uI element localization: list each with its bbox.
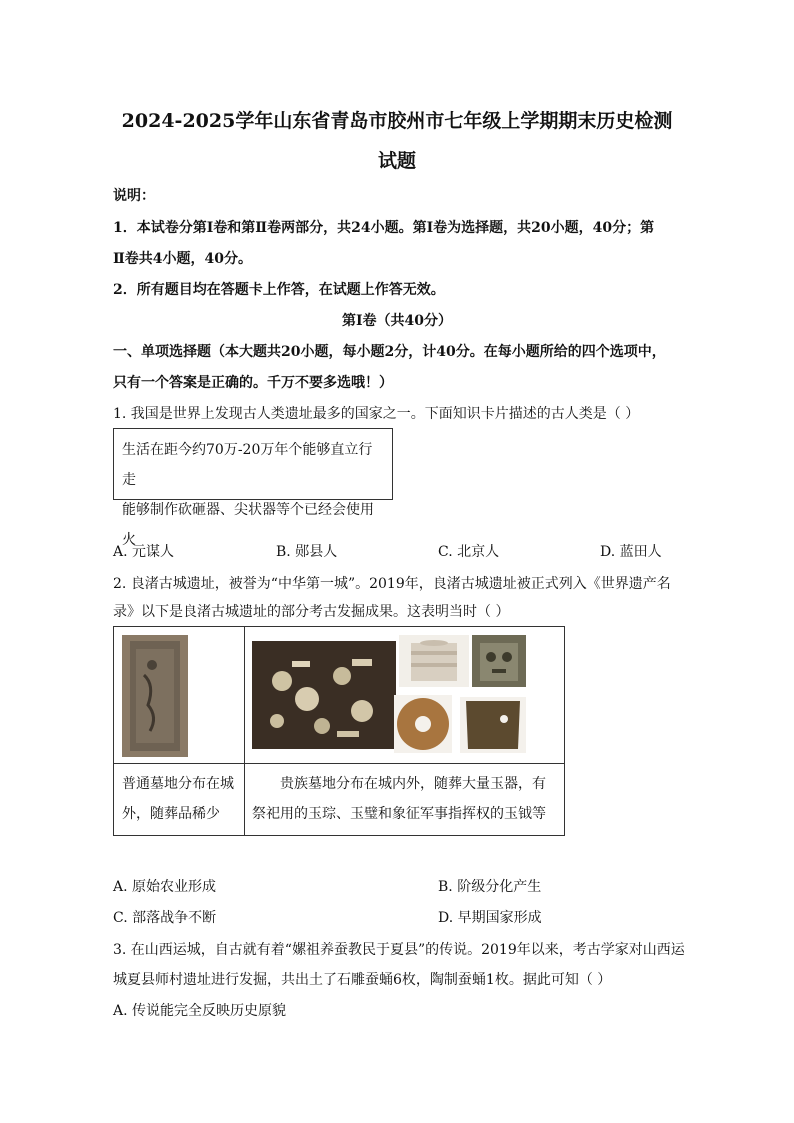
q3-option-a[interactable]: A. 传说能完全反映历史原貌 [113,1003,287,1019]
q2-right-cell [252,769,558,829]
exam-title-line2: 试题 [377,150,416,172]
notes-heading: 说明： [113,188,155,204]
jade-artifacts-pile-image [252,641,396,749]
q3-stem-line2: 城夏县师村遗址进行发掘，共出土了石雕蚕蛹6枚，陶制蚕蛹1枚。据此可知（ ） [113,972,612,988]
q2-artifact-table [113,626,565,836]
q2-left-cell-line2: 外，随葬品稀少 [122,806,220,822]
q1-option-c[interactable]: C. 北京人 [438,544,500,560]
q1-stem: 1. 我国是世界上发现古人类遗址最多的国家之一。下面知识卡片描述的古人类是（ ） [113,406,640,422]
q2-option-b[interactable]: B. 阶级分化产生 [438,879,542,895]
q1-card-line2: 能够制作砍砸器、尖状器等个已经会使用火 [122,502,374,548]
q2-right-cell-line2: 祭祀用的玉琮、玉璧和象征军事指挥权的玉钺等 [252,806,546,822]
notes-item1-line2: Ⅱ卷共4小题，40分。 [113,251,253,267]
section-instructions-line1: 一、单项选择题（本大题共20小题，每小题2分，计40分。在每小题所给的四个选项中， [113,344,666,360]
notes-item1-line1: 1．本试卷分第Ⅰ卷和第Ⅱ卷两部分，共24小题。第Ⅰ卷为选择题，共20小题，40分；第 [113,220,655,236]
q2-option-d[interactable]: D. 早期国家形成 [438,910,542,926]
q1-card-line1: 生活在距今约70万-20万年个能够直立行走 [122,442,373,488]
common-tomb-image [122,635,188,757]
jade-yue-axe-image [460,697,526,753]
q2-right-cell-line1: 贵族墓地分布在城内外，随葬大量玉器，有 [280,776,546,792]
section-instructions-line2: 只有一个答案是正确的。千万不要多选哦！） [113,375,393,391]
q1-option-a[interactable]: A. 元谋人 [113,544,175,560]
q2-option-c[interactable]: C. 部落战争不断 [113,910,217,926]
jade-cong-image [399,635,469,687]
table-divider-vertical [244,627,245,835]
q2-option-a[interactable]: A. 原始农业形成 [113,879,217,895]
q1-option-d[interactable]: D. 蓝田人 [600,544,662,560]
section-title: 第Ⅰ卷（共40分） [341,313,453,329]
jade-mask-image [472,635,526,687]
exam-title-line1: 2024-2025学年山东省青岛市胶州市七年级上学期期末历史检测 [121,110,673,132]
q1-option-b[interactable]: B. 郧县人 [276,544,338,560]
q2-left-cell [122,769,234,829]
q2-left-cell-line1: 普通墓地分布在城 [122,776,234,792]
q1-knowledge-card [113,428,393,548]
q2-stem-line1: 2. 良渚古城遗址，被誉为“中华第一城”。2019年，良渚古城遗址被正式列入《世界遗产名 [113,576,671,592]
table-divider-horizontal [114,763,564,764]
q2-stem-line2: 录》以下是良渚古城遗址的部分考古发掘成果。这表明当时（ ） [113,604,510,620]
jade-bi-disc-image [394,695,452,753]
q3-stem-line1: 3. 在山西运城，自古就有着“嫘祖养蚕教民于夏县”的传说。2019年以来，考古学家对山西运 [113,942,685,958]
notes-item2: 2．所有题目均在答题卡上作答，在试题上作答无效。 [113,282,445,298]
